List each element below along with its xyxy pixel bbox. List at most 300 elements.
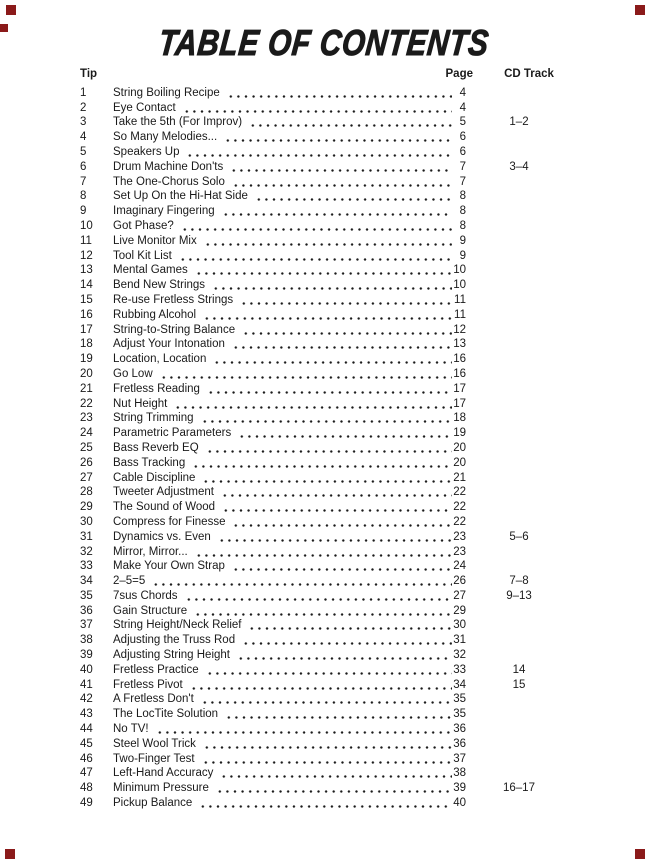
tip-title: 2–5=5: [113, 575, 146, 588]
tip-title: Take the 5th (For Improv): [113, 116, 243, 129]
toc-row: [80, 678, 572, 693]
tip-title: Parametric Parameters: [113, 427, 232, 440]
cd-track: [466, 86, 572, 101]
tip-number: 27: [80, 471, 93, 484]
dot-leader: [219, 485, 452, 500]
row-middle: [113, 293, 466, 308]
dot-leader: [230, 559, 452, 574]
row-middle: [113, 323, 466, 338]
row-middle: [113, 530, 466, 545]
toc-row: [80, 293, 572, 308]
tip-title: Steel Wool Trick: [113, 737, 196, 750]
row-middle: [113, 471, 466, 486]
cd-track: [466, 722, 572, 737]
row-middle: [113, 500, 466, 515]
tip-number: 20: [80, 367, 93, 380]
row-middle: [113, 441, 466, 456]
tip-title: 7sus Chords: [113, 589, 178, 602]
cd-track: [466, 692, 572, 707]
tip-title: Tool Kit List: [113, 249, 172, 262]
page-number: 37: [453, 752, 466, 765]
row-middle: [113, 781, 466, 796]
cd-track: [466, 175, 572, 190]
page-number: 32: [453, 649, 466, 662]
row-middle: [113, 692, 466, 707]
row-middle: [113, 604, 466, 619]
dot-leader: [183, 589, 452, 604]
toc-row: [80, 382, 572, 397]
tip-number: 8: [80, 190, 87, 203]
page-number: 20: [453, 441, 466, 454]
tip-title: Tweeter Adjustment: [113, 486, 214, 499]
dot-leader: [204, 663, 452, 678]
dot-leader: [228, 160, 452, 175]
row-middle: [113, 574, 466, 589]
page-number: 38: [453, 767, 466, 780]
tip-title: Pickup Balance: [113, 797, 193, 810]
toc-row: [80, 352, 572, 367]
tip-title: Re-use Fretless Strings: [113, 293, 234, 306]
tip-number: 30: [80, 515, 93, 528]
tip-number: 35: [80, 589, 93, 602]
tip-title: Imaginary Fingering: [113, 205, 215, 218]
page-number: 16: [453, 367, 466, 380]
page-number: 22: [453, 501, 466, 514]
tip-number: 10: [80, 219, 93, 232]
page-number: 9: [459, 234, 466, 247]
tip-number: 18: [80, 338, 93, 351]
toc-header: [80, 67, 572, 82]
tip-title: The LocTite Solution: [113, 708, 219, 721]
dot-leader: [218, 766, 452, 781]
toc-row: [80, 367, 572, 382]
cd-track: [466, 648, 572, 663]
tip-title: Bass Tracking: [113, 456, 186, 469]
cd-track: [466, 456, 572, 471]
toc-row: [80, 796, 572, 811]
page-number: 9: [459, 249, 466, 262]
toc-row: [80, 471, 572, 486]
page-number: 36: [453, 737, 466, 750]
cd-track: [466, 249, 572, 264]
cd-track: [466, 618, 572, 633]
tip-number: 33: [80, 560, 93, 573]
toc-row: [80, 86, 572, 101]
dot-leader: [222, 130, 452, 145]
page-title: TABLE OF CONTENTS: [157, 22, 492, 63]
page-number: 27: [453, 589, 466, 602]
row-middle: [113, 308, 466, 323]
page-number: 4: [459, 86, 466, 99]
row-middle: [113, 796, 466, 811]
dot-leader: [230, 337, 452, 352]
tip-number: 45: [80, 737, 93, 750]
toc-row: [80, 426, 572, 441]
dot-leader: [205, 382, 452, 397]
dot-leader: [199, 692, 452, 707]
tip-title: Eye Contact: [113, 101, 176, 114]
toc-row: [80, 219, 572, 234]
dot-leader: [181, 101, 452, 116]
row-middle: [113, 234, 466, 249]
row-middle: [113, 707, 466, 722]
row-middle: [113, 648, 466, 663]
row-middle: [113, 160, 466, 175]
header-cd-track: CD Track: [504, 68, 554, 80]
cd-track: [466, 500, 572, 515]
row-middle: [113, 515, 466, 530]
page-number: 26: [453, 575, 466, 588]
cd-track: [466, 293, 572, 308]
toc-row: [80, 337, 572, 352]
header-middle: [113, 67, 473, 82]
row-middle: [113, 86, 466, 101]
toc-row: [80, 249, 572, 264]
toc-row: [80, 500, 572, 515]
tip-title: The One-Chorus Solo: [113, 175, 225, 188]
row-middle: [113, 130, 466, 145]
toc-row: [80, 323, 572, 338]
page-number: 6: [459, 145, 466, 158]
cd-track: [466, 752, 572, 767]
toc-row: [80, 397, 572, 412]
cd-track: [466, 145, 572, 160]
tip-title: Speakers Up: [113, 145, 180, 158]
row-middle: [113, 397, 466, 412]
row-middle: [113, 426, 466, 441]
toc-row: [80, 189, 572, 204]
tip-number: 49: [80, 797, 93, 810]
tip-title: Gain Structure: [113, 604, 188, 617]
tip-title: Rubbing Alcohol: [113, 308, 197, 321]
cd-track: [466, 545, 572, 560]
tip-number: 3: [80, 116, 87, 129]
page-number: 10: [453, 279, 466, 292]
dot-leader: [240, 633, 452, 648]
dot-leader: [158, 367, 452, 382]
tip-number: 32: [80, 545, 93, 558]
tip-number: 1: [80, 86, 87, 99]
page-number: 22: [453, 486, 466, 499]
page-number: 17: [453, 382, 466, 395]
cd-track: [466, 633, 572, 648]
toc-row: [80, 648, 572, 663]
cd-track: [466, 559, 572, 574]
tip-title: Go Low: [113, 367, 153, 380]
dot-leader: [246, 618, 452, 633]
corner-mark-left-edge: [0, 24, 8, 32]
dot-leader: [247, 115, 452, 130]
tip-title: Cable Discipline: [113, 471, 196, 484]
page-number: 12: [453, 323, 466, 336]
page-number: 5: [459, 116, 466, 129]
row-middle: [113, 722, 466, 737]
tip-number: 19: [80, 353, 93, 366]
toc-row: [80, 130, 572, 145]
cd-track: 14: [512, 663, 526, 676]
cd-track: [466, 323, 572, 338]
page-number: 22: [453, 515, 466, 528]
toc-row: [80, 545, 572, 560]
tip-number: 43: [80, 708, 93, 721]
tip-number: 40: [80, 663, 93, 676]
tip-number: 48: [80, 782, 93, 795]
tip-title: A Fretless Don't: [113, 693, 194, 706]
row-middle: [113, 101, 466, 116]
toc-row: [80, 692, 572, 707]
tip-title: Fretless Reading: [113, 382, 200, 395]
dot-leader: [210, 278, 452, 293]
page-number: 40: [453, 797, 466, 810]
cd-track: [466, 471, 572, 486]
row-middle: [113, 618, 466, 633]
tip-number: 7: [80, 175, 87, 188]
tip-title: Mental Games: [113, 264, 188, 277]
toc-row: [80, 530, 572, 545]
tip-title: Adjusting String Height: [113, 649, 230, 662]
page-number: 10: [453, 264, 466, 277]
page-number: 6: [459, 131, 466, 144]
row-middle: [113, 382, 466, 397]
tip-title: Drum Machine Don'ts: [113, 160, 224, 173]
dot-leader: [200, 471, 452, 486]
toc-row: [80, 781, 572, 796]
row-middle: [113, 559, 466, 574]
dot-leader: [216, 530, 452, 545]
tip-number: 15: [80, 293, 93, 306]
header-page: Page: [445, 68, 473, 80]
dot-leader: [253, 189, 452, 204]
toc-row: [80, 515, 572, 530]
tip-title: Adjust Your Intonation: [113, 338, 225, 351]
cd-track: [466, 219, 572, 234]
row-middle: [113, 545, 466, 560]
dot-leader: [197, 796, 452, 811]
page-number: 33: [453, 663, 466, 676]
page-number: 11: [454, 308, 466, 321]
tip-number: 26: [80, 456, 93, 469]
toc-row: [80, 175, 572, 190]
page-number: 35: [453, 708, 466, 721]
dot-leader: [220, 204, 452, 219]
page-number: 7: [459, 160, 466, 173]
dot-leader: [240, 323, 452, 338]
page-number: 16: [453, 353, 466, 366]
page-number: 34: [453, 678, 466, 691]
toc-row: [80, 633, 572, 648]
cd-track: [466, 382, 572, 397]
row-middle: [113, 752, 466, 767]
tip-number: 46: [80, 752, 93, 765]
dot-leader: [220, 500, 452, 515]
dot-leader: [235, 648, 452, 663]
page-number: 23: [453, 545, 466, 558]
page-number: 31: [453, 634, 466, 647]
row-middle: [113, 456, 466, 471]
toc-row: [80, 204, 572, 219]
row-middle: [113, 411, 466, 426]
cd-track: [466, 766, 572, 781]
tip-title: String Trimming: [113, 412, 194, 425]
tip-title: Fretless Pivot: [113, 678, 183, 691]
dot-leader: [204, 441, 452, 456]
cd-track: [466, 737, 572, 752]
toc-row: [80, 456, 572, 471]
page-number: 24: [453, 560, 466, 573]
cd-track: 16–17: [503, 782, 535, 795]
toc-table: [80, 67, 572, 811]
dot-leader: [193, 263, 452, 278]
cd-track: [466, 604, 572, 619]
cd-track: [466, 515, 572, 530]
corner-mark-bottom-left: [5, 849, 15, 859]
dot-leader: [238, 293, 452, 308]
page-number: 8: [459, 219, 466, 232]
row-middle: [113, 737, 466, 752]
toc-row: [80, 589, 572, 604]
tip-number: 25: [80, 441, 93, 454]
tip-number: 31: [80, 530, 93, 543]
toc-row: [80, 411, 572, 426]
tip-title: Bend New Strings: [113, 279, 206, 292]
cd-track: 3–4: [509, 160, 529, 173]
tip-number: 39: [80, 649, 93, 662]
toc-row: [80, 441, 572, 456]
row-middle: [113, 485, 466, 500]
page-number: 29: [453, 604, 466, 617]
row-middle: [113, 115, 466, 130]
page-number: 8: [459, 205, 466, 218]
tip-title: Dynamics vs. Even: [113, 530, 211, 543]
tip-title: Fretless Practice: [113, 663, 199, 676]
cd-track: 9–13: [506, 589, 532, 602]
tip-number: 36: [80, 604, 93, 617]
toc-row: [80, 663, 572, 678]
dot-leader: [193, 545, 452, 560]
toc-row: [80, 278, 572, 293]
row-middle: [113, 766, 466, 781]
page-number: 36: [453, 723, 466, 736]
tip-title: Set Up On the Hi-Hat Side: [113, 190, 248, 203]
row-middle: [113, 189, 466, 204]
dot-leader: [230, 515, 452, 530]
toc-row: [80, 160, 572, 175]
dot-leader: [211, 352, 452, 367]
tip-number: 21: [80, 382, 93, 395]
cd-track: 15: [512, 678, 526, 691]
tip-number: 6: [80, 160, 87, 173]
page-number: 30: [453, 619, 466, 632]
dot-leader: [184, 145, 452, 160]
tip-number: 37: [80, 619, 93, 632]
dot-leader: [214, 781, 452, 796]
tip-number: 24: [80, 427, 93, 440]
dot-leader: [223, 707, 452, 722]
toc-row: [80, 115, 572, 130]
dot-leader: [201, 308, 452, 323]
cd-track: [466, 352, 572, 367]
toc-row: [80, 766, 572, 781]
cd-track: [466, 101, 572, 116]
toc-row: [80, 737, 572, 752]
dot-leader: [188, 678, 452, 693]
tip-number: 29: [80, 501, 93, 514]
row-middle: [113, 352, 466, 367]
dot-leader: [236, 426, 452, 441]
toc-row: [80, 574, 572, 589]
tip-number: 42: [80, 693, 93, 706]
page-number: 7: [459, 175, 466, 188]
cd-track: [466, 263, 572, 278]
cd-track: [466, 485, 572, 500]
tip-number: 44: [80, 723, 93, 736]
page-number: 21: [453, 471, 466, 484]
cd-track: 1–2: [509, 116, 529, 129]
dot-leader: [192, 604, 452, 619]
corner-mark-bottom-right: [635, 849, 645, 859]
tip-number: 47: [80, 767, 93, 780]
page-number: 39: [453, 782, 466, 795]
tip-number: 9: [80, 205, 87, 218]
row-middle: [113, 219, 466, 234]
tip-number: 28: [80, 486, 93, 499]
toc-row: [80, 145, 572, 160]
page-number: 18: [453, 412, 466, 425]
toc-row: [80, 752, 572, 767]
cd-track: [466, 707, 572, 722]
dot-leader: [154, 722, 452, 737]
toc-row: [80, 234, 572, 249]
tip-title: Nut Height: [113, 397, 168, 410]
toc-rows: [80, 86, 572, 811]
page-number: 23: [453, 530, 466, 543]
page-number: 8: [459, 190, 466, 203]
tip-title: Two-Finger Test: [113, 752, 195, 765]
tip-title: So Many Melodies...: [113, 131, 218, 144]
page-number: 13: [453, 338, 466, 351]
corner-mark-top-left: [6, 5, 16, 15]
toc-row: [80, 101, 572, 116]
toc-row: [80, 308, 572, 323]
tip-number: 23: [80, 412, 93, 425]
toc-row: [80, 263, 572, 278]
tip-title: The Sound of Wood: [113, 501, 216, 514]
page-number: 35: [453, 693, 466, 706]
cd-track: [466, 130, 572, 145]
tip-number: 41: [80, 678, 93, 691]
tip-title: Got Phase?: [113, 219, 174, 232]
row-middle: [113, 633, 466, 648]
tip-title: Location, Location: [113, 353, 207, 366]
row-middle: [113, 175, 466, 190]
tip-number: 38: [80, 634, 93, 647]
toc-row: [80, 707, 572, 722]
tip-number: 16: [80, 308, 93, 321]
tip-title: Adjusting the Truss Rod: [113, 634, 236, 647]
tip-number: 2: [80, 101, 87, 114]
header-tip: Tip: [80, 68, 98, 80]
dot-leader: [230, 175, 452, 190]
cd-track: [466, 234, 572, 249]
tip-number: 12: [80, 249, 93, 262]
toc-row: [80, 485, 572, 500]
cd-track: [466, 411, 572, 426]
cd-track: [466, 278, 572, 293]
tip-number: 11: [80, 234, 92, 247]
tip-number: 34: [80, 575, 93, 588]
page-number: 11: [454, 293, 466, 306]
tip-title: Minimum Pressure: [113, 782, 209, 795]
